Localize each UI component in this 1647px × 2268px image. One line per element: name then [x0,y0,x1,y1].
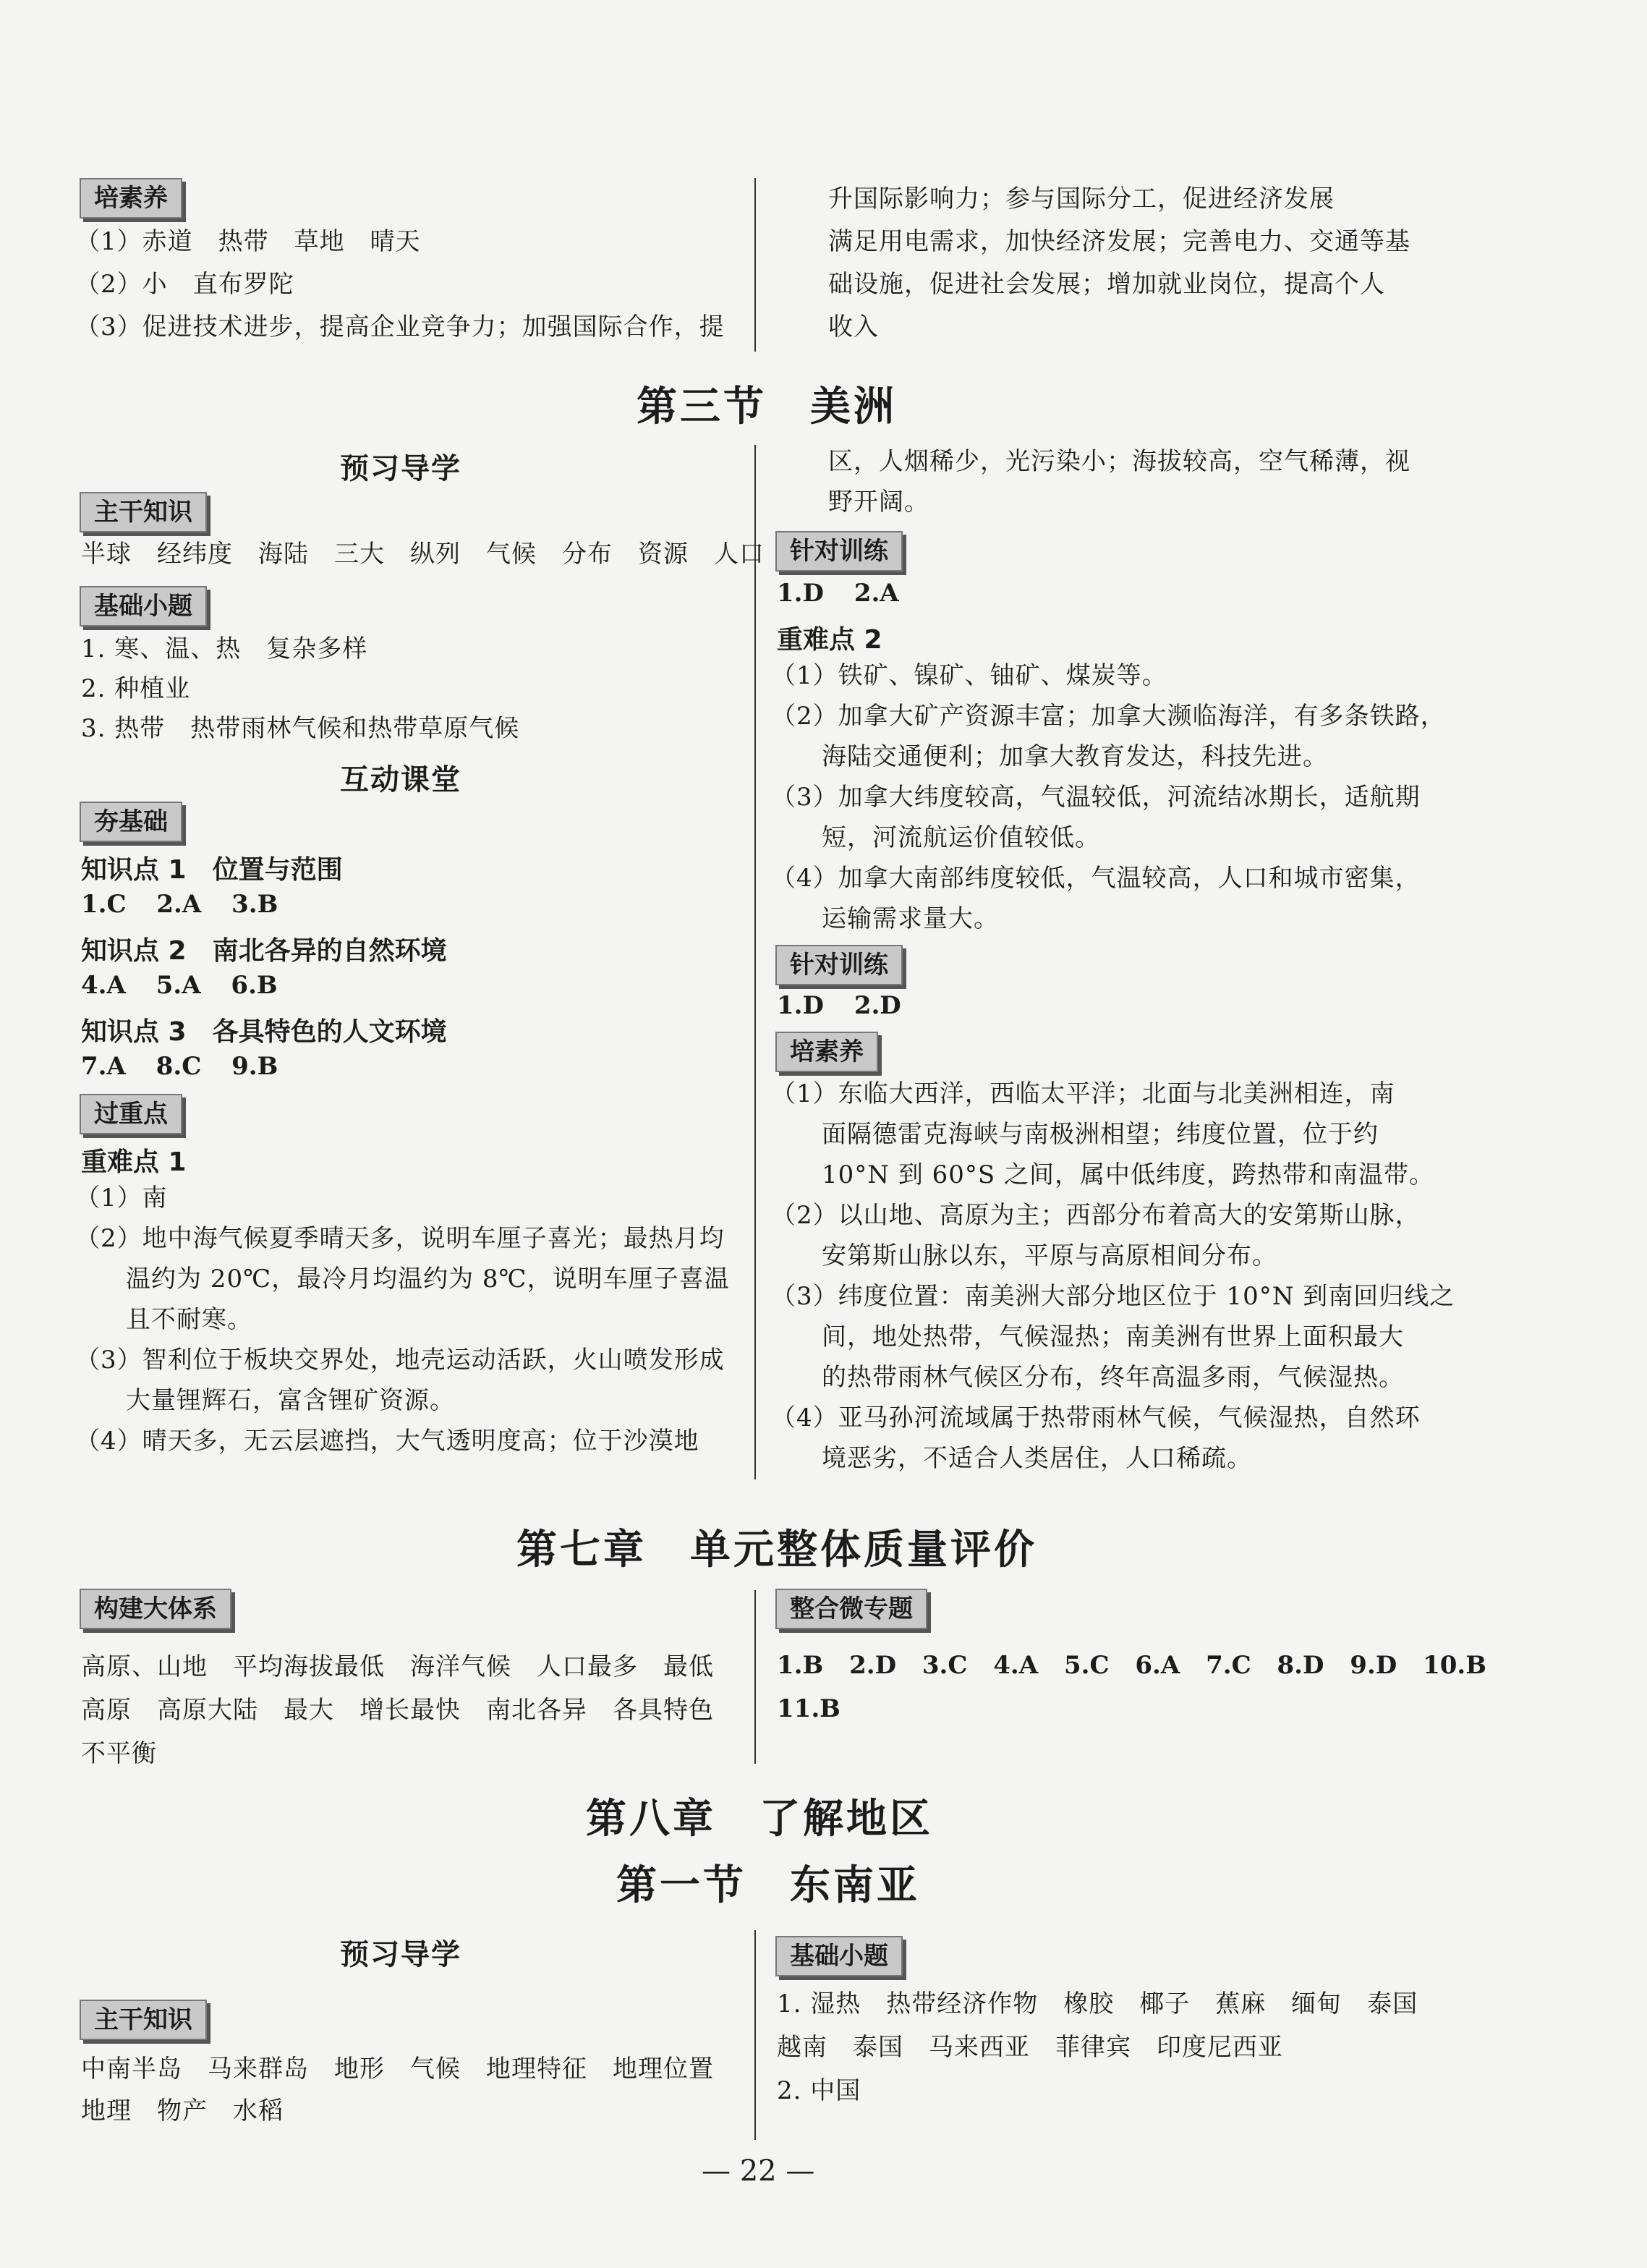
knowledge-point-1: 知识点 1 位置与范围 [81,855,343,885]
difficulty-1: 重难点 1 [81,1147,187,1177]
box-solid-basics: 夯基础 [80,802,182,842]
answers-kp2: 4.A 5.A 6.B [81,971,278,1000]
box-targeted-training-1: 针对训练 [775,531,903,572]
chapter-8-title: 第八章 了解地区 [586,1796,933,1843]
text-line: 越南 泰国 马来西亚 菲律宾 印度尼西亚 [777,2033,1283,2062]
heading-preview-2: 预习导学 [340,1938,461,1971]
difficulty-2: 重难点 2 [777,625,882,655]
text-line: 区，人烟稀少，光污染小；海拔较高，空气稀薄，视 [828,447,1410,476]
text-line: （2）地中海气候夏季晴天多，说明车厘子喜光；最热月均 [75,1224,725,1253]
text-line: 满足用电需求，加快经济发展；完善电力、交通等基 [828,227,1410,256]
text-line: （3）纬度位置：南美洲大部分地区位于 10°N 到南回归线之 [771,1282,1455,1311]
text-line: （3）智利位于板块交界处，地壳运动活跃，火山喷发形成 [75,1346,725,1375]
text-line: 高原、山地 平均海拔最低 海洋气候 人口最多 最低 [81,1652,714,1681]
heading-interactive: 互动课堂 [340,763,461,797]
text-line: （4）亚马孙河流域属于热带雨林气候，气候湿热，自然环 [771,1403,1421,1432]
text-line: 2. 中国 [777,2076,861,2105]
answers-kp3: 7.A 8.C 9.B [81,1052,278,1081]
box-basic-questions-2: 基础小题 [775,1936,903,1976]
text-line: 间，地处热带，气候湿热；南美洲有世界上面积最大 [771,1322,1404,1351]
text-line: 础设施，促进社会发展；增加就业岗位，提高个人 [828,270,1385,299]
text-line: 中南半岛 马来群岛 地形 气候 地理特征 地理位置 [81,2055,714,2084]
text-line: 境恶劣，不适合人类居住，人口稀疏。 [771,1444,1252,1473]
column-divider [754,1590,756,1764]
text-line: （3）加拿大纬度较高，气温较低，河流结冰期长，适航期 [771,783,1421,812]
text-line: 2. 种植业 [81,674,191,703]
column-divider [754,1930,756,2140]
box-basic-questions: 基础小题 [80,586,207,627]
answers-kp1: 1.C 2.A 3.B [81,890,278,919]
text-line: 1. 寒、温、热 复杂多样 [81,634,368,663]
text-line: （1）赤道 热带 草地 晴天 [75,227,421,256]
box-main-knowledge-2: 主干知识 [80,2000,207,2040]
column-divider [754,178,756,352]
text-line: （1）东临大西洋，西临太平洋；北面与北美洲相连，南 [771,1079,1395,1108]
answers-integrated-2: 11.B [777,1694,840,1723]
text-line: 高原 高原大陆 最大 增长最快 南北各异 各具特色 [81,1696,714,1725]
section-southeast-asia-title: 第一节 东南亚 [616,1862,920,1909]
box-cultivate: 培素养 [775,1032,878,1072]
text-line: 收入 [828,313,879,341]
text-line: 运输需求量大。 [771,904,999,933]
knowledge-point-2: 知识点 2 南北各异的自然环境 [81,936,447,966]
text-line: 不平衡 [81,1739,157,1768]
box-build-system: 构建大体系 [80,1589,231,1629]
text-line: 短，河流航运价值较低。 [771,823,1100,852]
answers-training-1: 1.D 2.A [777,579,899,608]
text-line: （1）铁矿、镍矿、铀矿、煤炭等。 [771,661,1167,690]
text-line: （4）加拿大南部纬度较低，气温较高，人口和城市密集， [771,864,1421,893]
text-line: （2）以山地、高原为主；西部分布着高大的安第斯山脉， [771,1201,1421,1230]
page-number: — 22 — [702,2154,815,2188]
text-line: 10°N 到 60°S 之间，属中低纬度，跨热带和南温带。 [771,1160,1434,1189]
heading-preview: 预习导学 [340,452,461,485]
text-line: （2）加拿大矿产资源丰富；加拿大濒临海洋，有多条铁路， [771,702,1446,731]
chapter-evaluation-title: 第七章 单元整体质量评价 [516,1526,1037,1573]
box-key-points: 过重点 [80,1094,182,1134]
text-line: 大量锂辉石，富含锂矿资源。 [75,1386,455,1415]
text-line: 安第斯山脉以东，平原与高原相间分布。 [771,1241,1277,1270]
text-line: 1. 湿热 热带经济作物 橡胶 椰子 蕉麻 缅甸 泰国 [777,1989,1418,2018]
box-cultivate-top: 培素养 [80,178,182,218]
text-line: （1）南 [75,1184,168,1212]
knowledge-point-3: 知识点 3 各具特色的人文环境 [81,1017,447,1047]
text-line: 地理 物产 水稻 [81,2097,284,2125]
text-line: 温约为 20℃，最冷月均温约为 8℃，说明车厘子喜温 [75,1265,730,1294]
answers-integrated-1: 1.B 2.D 3.C 4.A 5.C 6.A 7.C 8.D 9.D 10.B [777,1651,1486,1680]
text-line: 3. 热带 热带雨林气候和热带草原气候 [81,714,520,743]
column-divider [754,445,756,1479]
text-line: （3）促进技术进步，提高企业竞争力；加强国际合作，提 [75,313,725,341]
text-line: 且不耐寒。 [75,1305,252,1334]
text-line: 海陆交通便利；加拿大教育发达，科技先进。 [771,742,1328,771]
box-integrated-topic: 整合微专题 [775,1589,927,1629]
answers-training-2: 1.D 2.D [777,991,901,1020]
text-line: 升国际影响力；参与国际分工，促进经济发展 [828,184,1335,213]
text-line: 半球 经纬度 海陆 三大 纵列 气候 分布 资源 人口 [81,540,765,569]
text-line: 野开阔。 [828,488,929,517]
section-title-americas: 第三节 美洲 [637,383,897,430]
text-line: 面隔德雷克海峡与南极洲相望；纬度位置，位于约 [771,1120,1379,1149]
text-line: 的热带雨林气候区分布，终年高温多雨，气候湿热。 [771,1363,1404,1392]
box-targeted-training-2: 针对训练 [775,945,903,985]
box-main-knowledge: 主干知识 [80,492,207,532]
text-line: （2）小 直布罗陀 [75,270,294,299]
text-line: （4）晴天多，无云层遮挡，大气透明度高；位于沙漠地 [75,1427,699,1456]
